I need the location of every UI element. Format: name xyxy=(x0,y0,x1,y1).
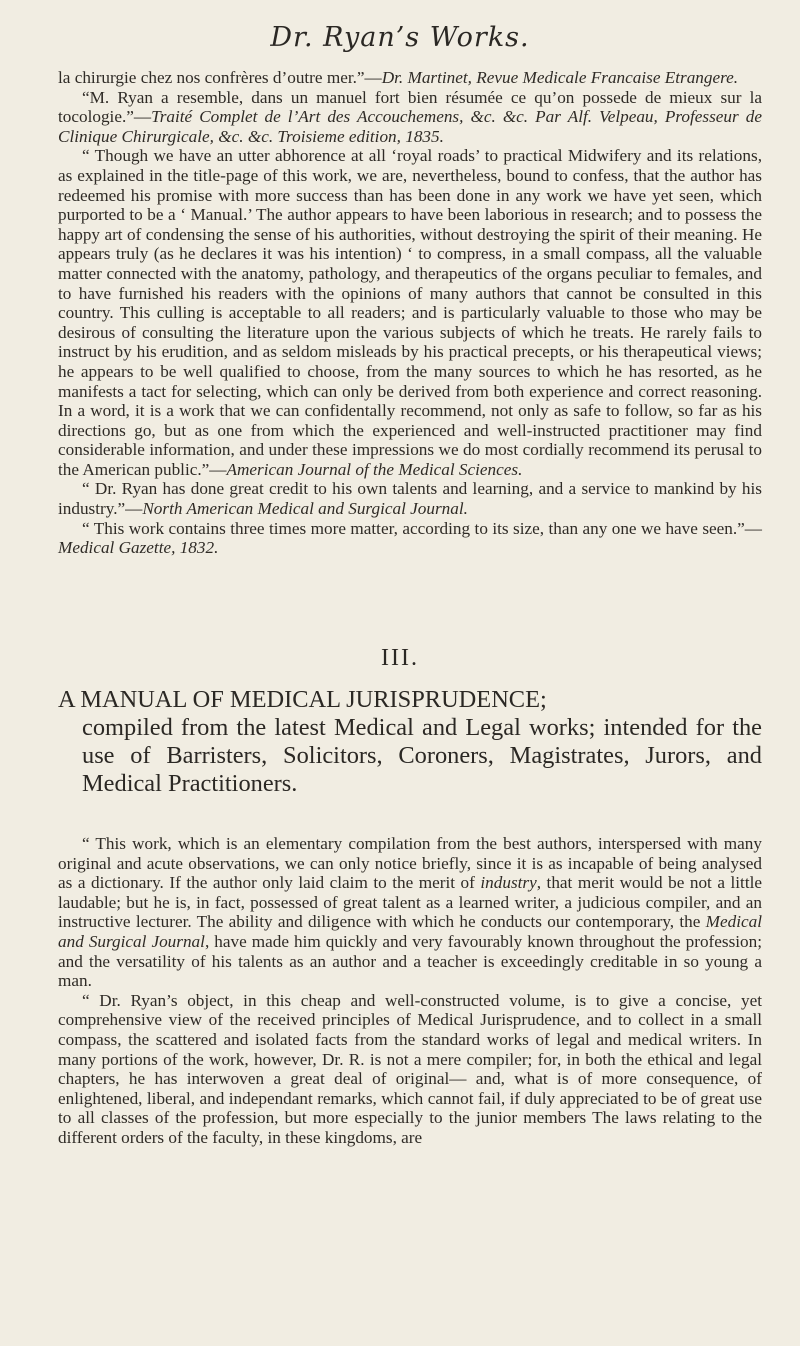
section-title-rest: compiled from the latest Medical and Legal works; intended for the use of Barristers, Solicitors, Coroners, Magistrates, Jurors, and Medical Practitioners. xyxy=(82,714,762,797)
quote-source: Dr. Martinet, Revue Medicale Francaise Etrangere. xyxy=(381,68,739,87)
quote-part: , that merit would be not a little laudable; but he is, in fact, possessed of great talent as a learned writer, a judicious compiler, and an instructive lecturer. The ability and diligence with which he conducts our contemporary, the xyxy=(58,873,762,932)
quote-text: “ Dr. Ryan has done great credit to his own talents and learning, and a service to mankind by his industry.”— xyxy=(58,479,762,519)
quote-source: American Journal of the Medical Sciences. xyxy=(226,459,523,479)
quote-north-american xyxy=(58,479,762,518)
quote-jurisprudence-review xyxy=(58,834,762,991)
quote-part: , have made him quickly and very favourably known throughout the profession; and the versatility of his talents as an author and a teacher is exceedingly creditable in so young a man. xyxy=(58,931,762,991)
quote-martinet xyxy=(58,68,762,88)
quote-ryan-object xyxy=(58,991,762,1148)
quote-source: Traité Complet de l’Art des Accouchemens, &c. &c. Par Alf. Velpeau, Professeur de Clinique Chirurgicale, &c. &c. Troisieme edition, 1835. xyxy=(58,107,762,146)
running-head: Dr. Ryan’s Works. xyxy=(270,22,530,53)
quote-text: “ Dr. Ryan’s object, in this cheap and well-constructed volume, is to give a concise, yet comprehensive view of the received principles of Medical Jurisprudence, and to collect in a small compass, the scattered and isolated facts from the standard works of legal and medical writers. In many portions of the work, however, Dr. R. is not a mere compiler; for, in both the ethical and legal chapters, he has interwoven a great deal of original— and, what is of more consequence, of enlightened, liberal, and independant remarks, which cannot fail, if duly appreciated to be of great use to all classes of the profession, but more especially to the junior members The laws relating to the different orders of the faculty, in these kingdoms, are xyxy=(58,990,762,1147)
section-title-lead: A MANUAL OF MEDICAL JURISPRUDENCE; xyxy=(58,686,547,713)
quote-medical-gazette xyxy=(58,519,762,558)
section-title xyxy=(58,686,762,798)
review-quotes-bottom xyxy=(58,834,762,1148)
quote-emphasis: industry xyxy=(480,873,537,893)
quote-american-journal xyxy=(58,146,762,479)
review-quotes-top xyxy=(58,68,762,558)
quote-journal-title: Medical and Surgical Journal xyxy=(58,912,762,951)
quote-velpeau xyxy=(58,88,762,147)
quote-part: “ This work, which is an elementary compilation from the best authors, interspersed with many original and acute observations, we can only notice briefly, since it is as incapable of being analysed as a dictionary. If the author only laid claim to the merit of xyxy=(58,834,762,893)
quote-source: Medical Gazette, 1832. xyxy=(58,538,219,558)
quote-text: “M. Ryan a resemble, dans un manuel fort bien résumée ce qu’on possede de mieux sur la tocologie.”— xyxy=(58,87,762,127)
quote-source: North American Medical and Surgical Journal. xyxy=(142,499,468,519)
quote-text: la chirurgie chez nos confrères d’outre mer.”— xyxy=(58,68,382,87)
quote-text: “ Though we have an utter abhorence at all ‘royal roads’ to practical Midwifery and its relations, as explained in the title-page of this work, we are, nevertheless, bound to confess, that the author has redeemed his promise with more success than has been done in any work we have yet seen, which purported to be a ‘ Manual.’ The author appears to have been laborious in research; and to possess the happy art of condensing the sense of his authorities, without destroying the spirit of their meaning. He appears truly (as he declares it was his intention) ‘ to compress, in a small compass, all the valuable matter connected with the anatomy, pathology, and therapeutics of the organs peculiar to females, and to have furnished his readers with the opinions of many authors that cannot be consulted in this country. This culling is acceptable to all readers; and is particularly valuable to those who may be desirous of consulting the literature upon the various subjects of which he treats. He rarely fails to instruct by his erudition, and as seldom misleads by his practical precepts, or his therapeutical views; he appears to be well qualified to choose, from the many sources to which he has resorted, as he manifests a tact for selecting, which can only be derived from both experience and correct reasoning. In a word, it is a work that we can confidentally recommend, not only as safe to follow, so far as his directions go, but as one from which the experienced and well-instructed practitioner may find considerable information, and under these impressions we do most cordially recommend its perusal to the American public.”— xyxy=(58,146,762,479)
section-number: III. xyxy=(381,645,419,671)
quote-text: “ This work contains three times more matter, according to its size, than any one we have seen.”— xyxy=(82,518,762,538)
